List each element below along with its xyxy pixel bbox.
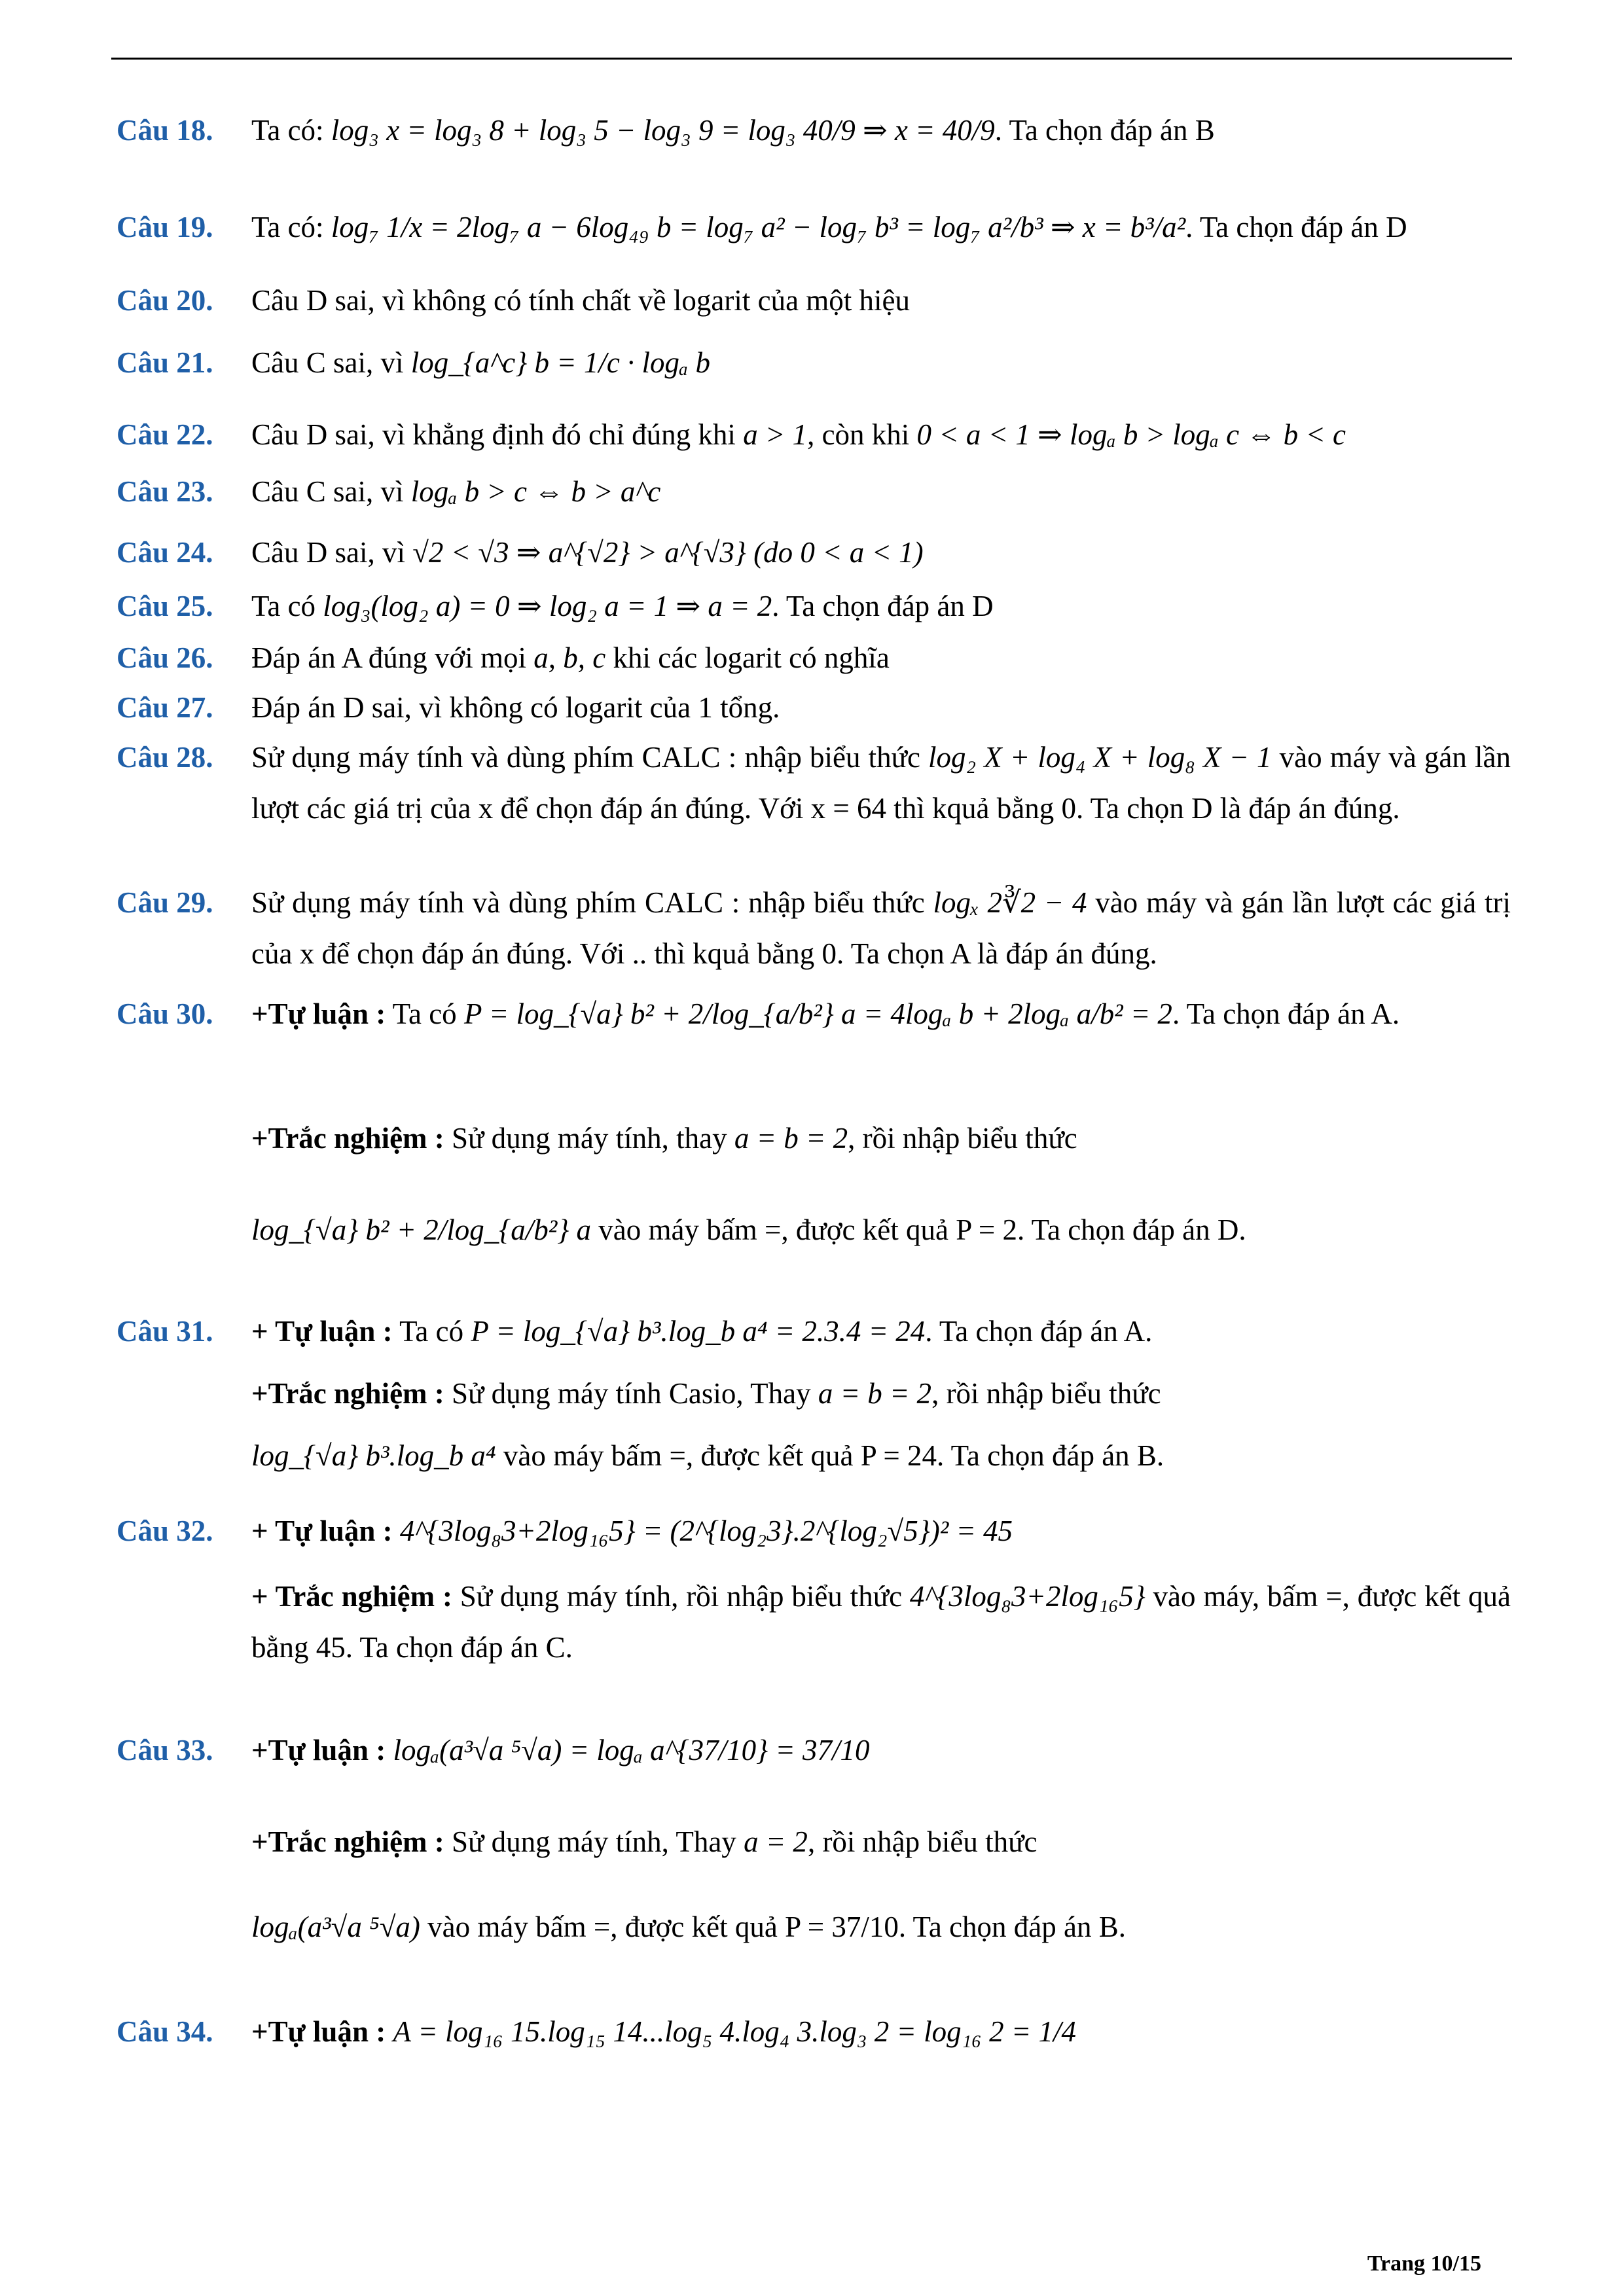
answer-line	[251, 337, 1511, 388]
page-footer: Trang 10/15	[1367, 2251, 1481, 2276]
answer-tail: , rồi nhập biểu thức	[931, 1377, 1161, 1410]
answer-body	[251, 632, 1511, 683]
answer-text: Đáp án A đúng với mọi	[251, 641, 534, 674]
answer-tail: . Ta chọn đáp án B	[994, 114, 1215, 147]
question-number: Câu 27.	[117, 691, 213, 724]
answer-body	[251, 527, 1511, 578]
math-expression: a = b = 2	[734, 1122, 848, 1155]
math-expression: P = log_{√a} b³.log_b a⁴ = 2.3.4 = 24	[471, 1315, 926, 1348]
answer-body	[251, 682, 1511, 733]
answer-tail: vào máy bấm =, được kết quả P = 37/10. Ta chọn đáp án B.	[420, 1910, 1127, 1943]
top-rule	[111, 58, 1512, 60]
math-expression: log_{√a} b² + 2/log_{a/b²} a	[251, 1213, 592, 1246]
answer-body	[251, 1505, 1511, 1673]
answer-text: +Trắc nghiệm : Sử dụng máy tính, Thay	[251, 1825, 744, 1858]
question-number: Câu 21.	[117, 346, 213, 379]
answer-text: Đáp án D sai, vì không có logarit của 1 tổng.	[251, 691, 780, 724]
question-number: Câu 32.	[117, 1515, 213, 1547]
answer-tail: vào máy và gán lần lượt các giá trị của x để chọn đáp án đúng. Với x = 64 thì kquả bằng 0. Ta chọn D là đáp án đúng.	[251, 741, 1511, 825]
answer-tail: vào máy, bấm =, được kết quả bằng 45. Ta chọn đáp án C.	[251, 1580, 1511, 1664]
answer-body	[251, 409, 1511, 460]
answer-line	[251, 1816, 1511, 1867]
answer-line	[251, 275, 1511, 326]
answer-text: +Trắc nghiệm : Sử dụng máy tính Casio, Thay	[251, 1377, 818, 1410]
question-number: Câu 19.	[117, 211, 213, 243]
question-number: Câu 23.	[117, 475, 213, 508]
question-number: Câu 33.	[117, 1734, 213, 1767]
answer-text: Câu C sai, vì	[251, 346, 411, 379]
answer-body	[251, 877, 1511, 979]
math-expression: log_{a^c} b = 1/c · logₐ b	[410, 346, 710, 379]
answer-line	[251, 1571, 1511, 1673]
math-expression: log₃(log₂ a) = 0 ⇒ log₂ a = 1 ⇒ a = 2	[323, 590, 772, 622]
answer-body	[251, 202, 1511, 253]
answer-line	[251, 682, 1511, 733]
answer-body	[251, 337, 1511, 388]
question-number: Câu 18.	[117, 114, 213, 147]
question-number: Câu 29.	[117, 886, 213, 919]
answer-body	[251, 1306, 1511, 1481]
math-expression: a > 1	[743, 418, 808, 451]
question-number: Câu 31.	[117, 1315, 213, 1348]
math-expression: P = log_{√a} b² + 2/log_{a/b²} a = 4logₐ b + 2logₐ a/b² = 2	[463, 997, 1172, 1030]
answer-line	[251, 1368, 1511, 1419]
answer-line	[251, 1113, 1511, 1164]
answer-text: +Tự luận :	[251, 1734, 386, 1767]
answer-tail: khi các logarit có nghĩa	[605, 641, 890, 674]
answer-text: Ta có:	[251, 114, 331, 147]
answer-tail: . Ta chọn đáp án D	[772, 590, 994, 622]
question-number: Câu 24.	[117, 536, 213, 569]
answer-text: + Tự luận :	[251, 1515, 393, 1547]
answer-line	[251, 988, 1511, 1039]
answer-tail: . Ta chọn đáp án D	[1185, 211, 1407, 243]
answer-line	[251, 418, 917, 451]
question-number: Câu 26.	[117, 641, 213, 674]
question-number: Câu 20.	[117, 284, 213, 317]
answer-body	[251, 275, 1511, 326]
question-number: Câu 30.	[117, 997, 213, 1030]
answer-line	[251, 2006, 1511, 2057]
answer-line	[251, 732, 1511, 834]
math-expression: A = log₁₆ 15.log₁₅ 14...log₅ 4.log₄ 3.log₃ 2 = log₁₆ 2 = 1/4	[393, 2015, 1077, 2048]
answer-tail: vào máy bấm =, được kết quả P = 24. Ta chọn đáp án B.	[496, 1439, 1164, 1472]
math-expression: log₃ x = log₃ 8 + log₃ 5 − log₃ 9 = log₃ 40/9 ⇒ x = 40/9	[331, 114, 995, 147]
answer-text: Câu C sai, vì	[251, 475, 411, 508]
answer-body	[251, 105, 1511, 156]
math-expression: log_{√a} b³.log_b a⁴	[251, 1439, 496, 1472]
answer-line	[251, 1430, 1511, 1481]
answer-line	[251, 1901, 1511, 1952]
answer-line	[251, 1204, 1511, 1255]
question-number: Câu 28.	[117, 741, 213, 774]
answer-line	[251, 632, 1511, 683]
answer-tail: . Ta chọn đáp án A.	[925, 1315, 1153, 1348]
answer-text: +Tự luận :	[251, 2015, 386, 2048]
answer-tail: vào máy và gán lần lượt các giá trị của x để chọn đáp án đúng. Với .. thì kquả bằng 0. Ta chọn A là đáp án đúng.	[251, 886, 1511, 970]
question-number: Câu 34.	[117, 2015, 213, 2048]
answer-body	[251, 1725, 1511, 1952]
answer-text: Sử dụng máy tính và dùng phím CALC : nhập biểu thức	[251, 741, 929, 774]
answer-text: Sử dụng máy tính và dùng phím CALC : nhập biểu thức	[251, 886, 933, 919]
answer-body	[251, 2006, 1511, 2057]
math-expression: 4^{3log₈3+2log₁₆5}	[909, 1580, 1146, 1613]
answer-line	[251, 105, 1511, 156]
answer-tail: vào máy bấm =, được kết quả P = 2. Ta chọn đáp án D.	[591, 1213, 1246, 1246]
answer-tail: . Ta chọn đáp án A.	[1172, 997, 1400, 1030]
answer-body	[251, 988, 1511, 1255]
answer-line	[251, 581, 1511, 632]
answer-body	[251, 466, 1511, 517]
answer-tail: , còn khi	[807, 418, 917, 451]
answer-line	[251, 1505, 1511, 1556]
math-expression: 0 < a < 1 ⇒ logₐ b > logₐ c ⇔ b < c	[916, 418, 1346, 451]
math-expression: logₐ(a³√a ⁵√a)	[251, 1910, 420, 1943]
math-expression: log₂ X + log₄ X + log₈ X − 1	[928, 741, 1272, 774]
answer-text: +Trắc nghiệm : Sử dụng máy tính, thay	[251, 1122, 734, 1155]
question-number: Câu 22.	[117, 418, 213, 451]
math-expression: a = b = 2	[818, 1377, 932, 1410]
answer-text: Câu D sai, vì	[251, 536, 413, 569]
answer-body	[251, 581, 1511, 632]
math-expression: logₐ b > c ⇔ b > a^c	[410, 475, 661, 508]
question-number: Câu 25.	[117, 590, 213, 622]
math-expression: logₓ 2∛2 − 4	[933, 886, 1087, 919]
answer-text: + Trắc nghiệm : Sử dụng máy tính, rồi nhập biểu thức	[251, 1580, 910, 1613]
math-expression: 4^{3log₈3+2log₁₆5} = (2^{log₂3}.2^{log₂√5})² = 45	[399, 1515, 1013, 1547]
math-expression: a, b, c	[533, 641, 606, 674]
answer-text: + Tự luận : Ta có	[251, 1315, 471, 1348]
answer-line	[251, 527, 1511, 578]
math-expression: √2 < √3 ⇒ a^{√2} > a^{√3} (do 0 < a < 1)	[412, 536, 924, 569]
answer-line	[251, 1306, 1511, 1357]
math-expression: logₐ(a³√a ⁵√a) = logₐ a^{37/10} = 37/10	[393, 1734, 870, 1767]
answer-text: Câu D sai, vì không có tính chất về logarit của một hiệu	[251, 284, 911, 317]
answer-line	[251, 877, 1511, 979]
answer-body	[251, 732, 1511, 834]
answer-tail: , rồi nhập biểu thức	[807, 1825, 1038, 1858]
math-expression: log₇ 1/x = 2log₇ a − 6log₄₉ b = log₇ a² − log₇ b³ = log₇ a²/b³ ⇒ x = b³/a²	[331, 211, 1186, 243]
answer-line	[251, 1725, 1511, 1776]
answer-text: Ta có	[251, 590, 323, 622]
answer-tail: , rồi nhập biểu thức	[848, 1122, 1077, 1155]
answer-text: +Tự luận : Ta có	[251, 997, 464, 1030]
answer-line	[917, 418, 1346, 451]
answer-line	[251, 466, 1511, 517]
answer-text: Ta có:	[251, 211, 331, 243]
answer-text: Câu D sai, vì khẳng định đó chỉ đúng khi	[251, 418, 744, 451]
answer-line	[251, 202, 1511, 253]
math-expression: a = 2	[744, 1825, 808, 1858]
